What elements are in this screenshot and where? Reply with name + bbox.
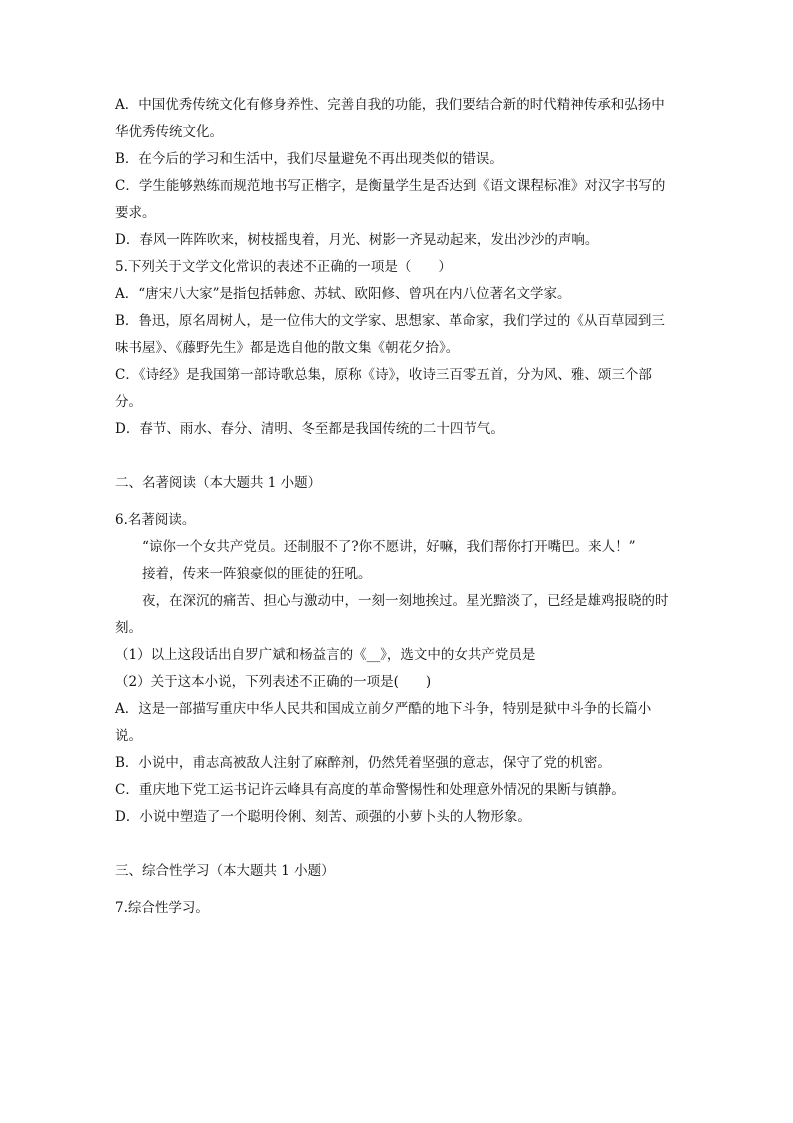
q6-option-d: D．小说中塑造了一个聪明伶俐、刻苦、顽强的小萝卜头的人物形象。 xyxy=(115,809,531,825)
q6-option-b: B．小说中，甫志高被敌人注射了麻醉剂，仍然凭着坚强的意志，保守了党的机密。 xyxy=(115,755,611,771)
q6-passage-para-3: 夜，在深沉的痛苦、担心与激动中，一刻一刻地挨过。星光黯淡了，已经是雄鸡报晓的时刻。 xyxy=(115,593,669,636)
q5-option-b: B．鲁迅，原名周树人，是一位伟大的文学家、思想家、革命家，我们学过的《从百草园到三味书屋》、《藤野先生》都是选自他的散文集《朝花夕拾》。 xyxy=(115,313,665,356)
q5-stem: 5.下列关于文学文化常识的表述不正确的一项是（ ） xyxy=(115,259,452,275)
q4-option-a: A．中国优秀传统文化有修身养性、完善自我的功能，我们要结合新的时代精神传承和弘扬中华优秀传统文化。 xyxy=(115,97,665,140)
page-content xyxy=(115,92,675,922)
q4-option-d: D．春风一阵阵吹来，树枝摇曳着，月光、树影一齐晃动起来，发出沙沙的声响。 xyxy=(115,232,599,248)
q4-option-c: C．学生能够熟练而规范地书写正楷字，是衡量学生是否达到《语文课程标准》对汉字书写的要求。 xyxy=(115,178,666,221)
q4-option-b: B．在今后的学习和生活中，我们尽量避免不再出现类似的错误。 xyxy=(115,151,503,167)
q6-passage-para-1: “谅你一个女共产党员。还制服不了?你不愿讲，好嘛，我们帮你打开嘴巴。来人！” xyxy=(142,539,636,555)
q7-stem: 7.综合性学习。 xyxy=(115,900,209,916)
q6-option-c: C．重庆地下党工运书记许云峰具有高度的革命警惕性和处理意外情况的果断与镇静。 xyxy=(115,782,625,798)
section3-heading: 三、综合性学习（本大题共 1 小题） xyxy=(115,863,335,879)
q6-option-a: A．这是一部描写重庆中华人民共和国成立前夕严酷的地下斗争，特别是狱中斗争的长篇小说。 xyxy=(115,701,652,744)
q5-option-a: A．“唐宋八大家”是指包括韩愈、苏轼、欧阳修、曾巩在内八位著名文学家。 xyxy=(115,286,571,302)
section2-heading: 二、名著阅读（本大题共 1 小题） xyxy=(115,475,322,491)
q5-option-d: D．春节、雨水、春分、清明、冬至都是我国传统的二十四节气。 xyxy=(115,421,504,437)
q6-stem: 6.名著阅读。 xyxy=(115,512,196,528)
q6-passage-para-2: 接着，传来一阵狼豪似的匪徒的狂吼。 xyxy=(142,566,372,582)
q6-subquestion-1: （1）以上这段话出自罗广斌和杨益言的《__》，选文中的女共产党员是 xyxy=(115,647,536,663)
q5-option-c: C．《诗经》是我国第一部诗歌总集，原称《诗》，收诗三百零五首，分为风、雅、颂三个部分。 xyxy=(115,367,652,410)
q6-subquestion-2: （2）关于这本小说，下列表述不正确的一项是( ) xyxy=(115,674,432,690)
